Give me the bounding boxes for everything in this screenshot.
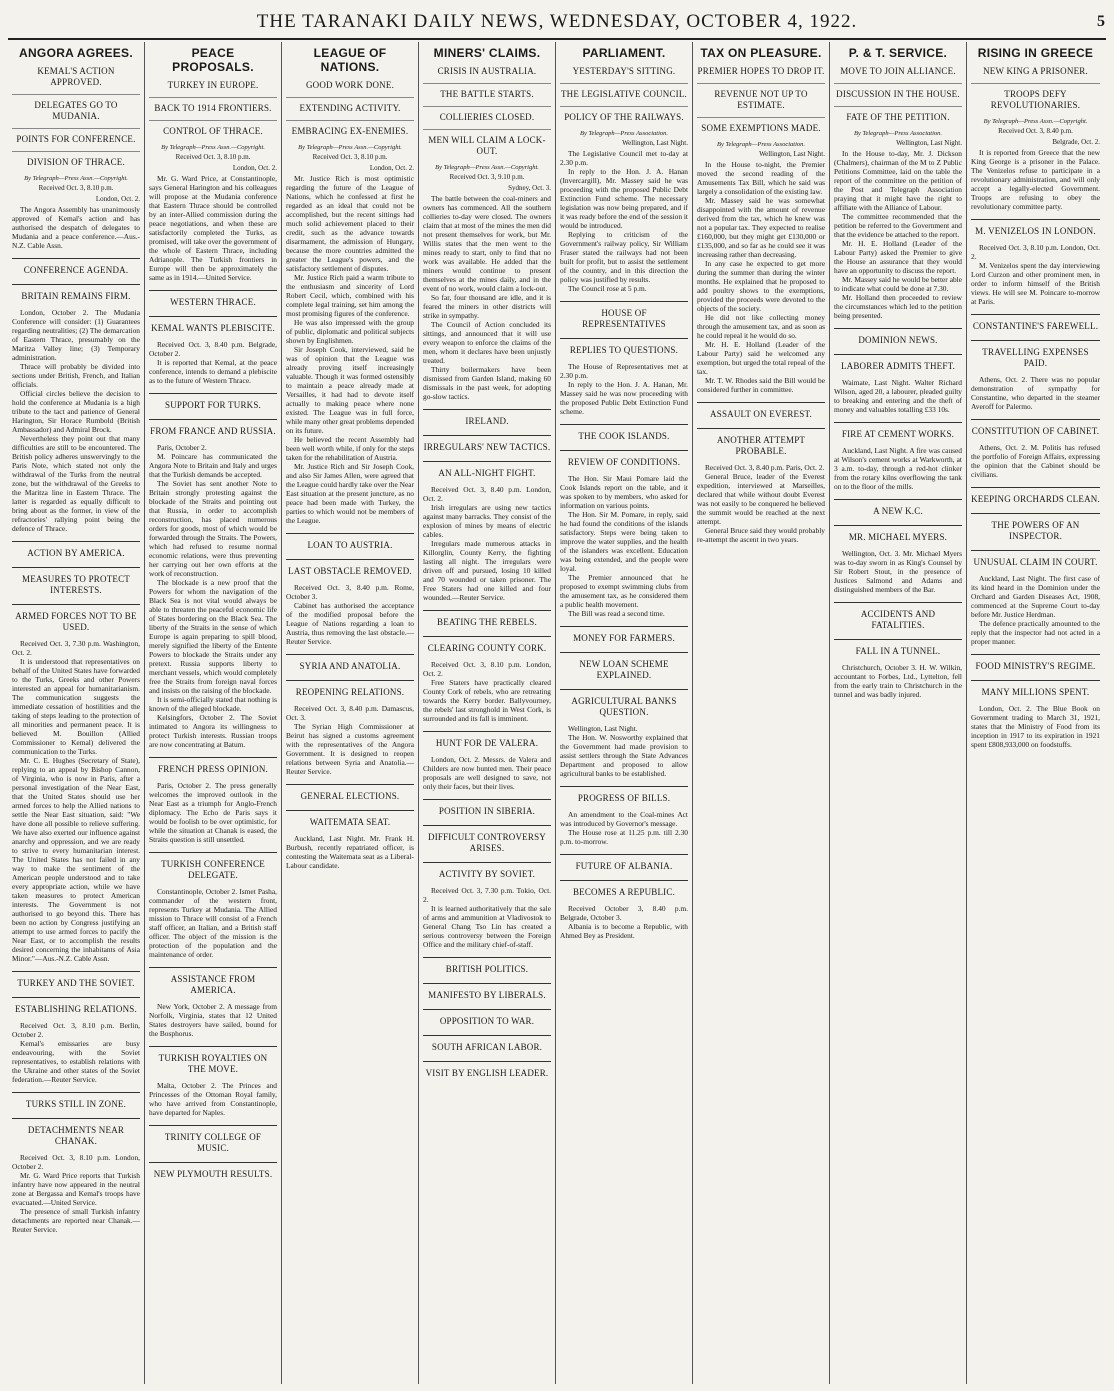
article-paragraph: London, Oct. 2. Messrs. de Valera and Childers are now hunted men. Their peace proposals are well designed to save, not only their faces, but their lives.: [423, 755, 551, 791]
section-divider: [423, 957, 551, 958]
section-heading: TURKEY AND THE SOVIET.: [17, 978, 135, 988]
article-subheading: POINTS FOR CONFERENCE.: [12, 128, 140, 145]
section-heading: IRREGULARS' NEW TACTICS.: [423, 442, 551, 452]
article-paragraph: London, Oct. 2. The Blue Book on Government trading to March 31, 1921, states that the Ministry of Food from its inception in 1917 to its expiration in 1921 spent £808,933,000 on foodstuffs.: [971, 704, 1100, 749]
section-heading: PROGRESS OF BILLS.: [577, 793, 671, 803]
article-headline: PEACE PROPOSALS.: [172, 46, 254, 74]
article-byline: By Telegraph—Press Association.: [853, 130, 943, 137]
article-paragraph: Received Oct. 3, 8.40 p.m. Paris, Oct. 2.: [705, 463, 825, 472]
article-received: Received Oct. 3, 8.10 p.m.: [38, 184, 114, 192]
section-divider: [149, 1046, 277, 1047]
article-subheading: DIVISION OF THRACE.: [12, 151, 140, 168]
article-byline: By Telegraph—Press Assn.—Copyright.: [435, 164, 539, 171]
article-subheading: KEMAL'S ACTION APPROVED.: [37, 66, 115, 87]
article-paragraph: The defence practically amounted to the reply that the inspector had not acted in a proper manner.: [971, 619, 1100, 646]
section-divider: [697, 402, 825, 403]
section-divider: [560, 689, 688, 690]
article-byline: By Telegraph—Press Association.: [716, 141, 806, 148]
section-heading: KEMAL WANTS PLEBISCITE.: [151, 323, 275, 333]
article-paragraph: The Soviet has sent another Note to Britain strongly protesting against the blockade of the Straits and pointing out that Russia, in order to accomplish reconstruction, has placed numerous orders for goods, most of which would be forwarded through the Straits. The Powers, which had refused to resume normal economic relations, were thus preventing her carrying out her own efforts at the work of reconstruction.: [149, 479, 277, 578]
section-divider: [286, 533, 414, 534]
section-divider: [971, 219, 1100, 220]
article-paragraph: The Hon. Sir M. Pomare, in reply, said he had found the conditions of the islands satisfactory. Steps were being taken to improve the water supplies, and the health of the islanders was excellent. Education was being extended, and the people were loyal.: [560, 510, 688, 573]
article-paragraph: Received Oct. 3, 8.10 p.m. London, Oct. 2.: [423, 660, 551, 678]
section-heading: BECOMES A REPUBLIC.: [572, 887, 676, 897]
newspaper-title: THE TARANAKI DAILY NEWS, WEDNESDAY, OCTOBER 4, 1922.: [256, 11, 858, 32]
section-divider: [149, 852, 277, 853]
section-divider: [423, 825, 551, 826]
article-headline: PARLIAMENT.: [582, 46, 666, 60]
article-dateline: London, Oct. 2.: [369, 164, 414, 172]
section-divider: [149, 316, 277, 317]
article-subheading: MOVE TO JOIN ALLIANCE.: [840, 66, 956, 76]
section-heading: AGRICULTURAL BANKS QUESTION.: [571, 696, 677, 717]
section-divider: [286, 784, 414, 785]
article-paragraph: London, October 2. The Mudania Conference will consider: (1) Guarantees regarding neutralities; (2) The demarcation of Eastern Thrace, presumably on the Maritza Valley line; (3) Temporary administration.: [12, 308, 140, 362]
article-paragraph: The Syrian High Commissioner at Beirut has signed a customs agreement with the representatives of the Angora Government. It is designed to reopen relations between Syria and Anatolia.—Reuter Service.: [286, 722, 414, 776]
article-paragraph: Received Oct. 3, 8.40 p.m. Rome, October 3.: [286, 583, 414, 601]
article-paragraph: In reply to the Hon. J. A. Hanan (Invercargill), Mr. Massey said he was proceeding with the proposed Public Debt Extinction Fund scheme. The necessary legislation was now being prepared, and if it was ready before the end of the session it would be introduced.: [560, 167, 688, 230]
article-paragraph: New York, October 2. A message from Norfolk, Virginia, states that 12 United States destroyers have sailed, bound for the Bosphorus.: [149, 1002, 277, 1038]
article-paragraph: Official circles believe the decision to hold the conference at Mudania is a high tribute to the tact and patience of General Harington, Sir Horace Rumbold (British Ambassador) and Admiral Brock.: [12, 389, 140, 434]
article-body: [697, 160, 825, 544]
article-paragraph: General Bruce said they would probably re-attempt the ascent in two years.: [697, 526, 825, 544]
section-divider: [834, 422, 962, 423]
article-paragraph: Mr. Massey said he was somewhat disappointed with the amount of revenue derived from the tax, which he knew was not a popular tax. They expected to realise £160,000, but they might get £130,000 or £135,000, and so far as he could see it was increasing rather than decreasing.: [697, 196, 825, 259]
article-paragraph: Received Oct. 3, 7.30 p.m. Tokio, Oct. 2.: [423, 886, 551, 904]
section-heading: MANIFESTO BY LIBERALS.: [428, 990, 546, 1000]
article-dateline: London, Oct. 2.: [95, 195, 140, 203]
article-byline: By Telegraph—Press Assn.—Copyright.: [161, 144, 265, 151]
section-heading: REPLIES TO QUESTIONS.: [569, 345, 679, 355]
section-divider: [423, 1009, 551, 1010]
section-heading: LABORER ADMITS THEFT.: [840, 361, 956, 371]
article-subheading: GOOD WORK DONE.: [305, 80, 395, 90]
article-paragraph: The Bill was read a second time.: [568, 609, 665, 618]
article-paragraph: Irish irregulars are using new tactics against many barracks. They consist of the explosion of mines by means of electric cables.: [423, 503, 551, 539]
section-heading: OPPOSITION TO WAR.: [439, 1016, 535, 1026]
section-divider: [423, 1061, 551, 1062]
article-paragraph: The committee recommended that the petition be referred to the Government and that the evidence be attached to the report.: [834, 212, 962, 239]
article-paragraph: An amendment to the Coal-mines Act was introduced by Governor's message.: [560, 810, 688, 828]
section-heading: DOMINION NEWS.: [858, 335, 938, 345]
section-heading: FOOD MINISTRY'S REGIME.: [975, 661, 1096, 671]
article-body: [971, 148, 1100, 749]
section-divider: [834, 602, 962, 603]
section-heading: ANOTHER ATTEMPT PROBABLE.: [716, 435, 806, 456]
article-paragraph: It is understood that representatives on behalf of the United States have forwarded to the Turks, Greeks and other Powers interested an appeal for humanitarianism. The communication suggests the immediate cessation of hostilities and the taking of steps leading to the protection of all minorities and permanent peace. It is believed M. Bouillon (Allied Commissioner to Kemal) delivered the communication to the Turks.: [12, 657, 140, 756]
section-heading: MEASURES TO PROTECT INTERESTS.: [22, 574, 130, 595]
section-divider: [560, 338, 688, 339]
section-heading: TRAVELLING EXPENSES PAID.: [982, 347, 1089, 368]
article-paragraph: M. Venizelos spent the day interviewing Lord Curzon and other prominent men, in order to inform himself of the British views. He will see M. Poincare to-morrow at Paris.: [971, 261, 1100, 306]
article-paragraph: Paris, October 2. The press generally welcomes the improved outlook in the Near East as a triumph for Anglo-French diplomacy. The Echo de Paris says it would be foolish to be over optimistic, for while the situation at Chanak is eased, the Straits question is still unsettled.: [149, 781, 277, 844]
section-heading: NEW LOAN SCHEME EXPLAINED.: [579, 659, 669, 680]
article-byline: By Telegraph—Press Assn.—Copyright.: [24, 175, 128, 182]
section-heading: TURKISH ROYALTIES ON THE MOVE.: [158, 1053, 268, 1074]
section-divider: [12, 1118, 140, 1119]
article-headline: LEAGUE OF NATIONS.: [313, 46, 387, 74]
section-divider: [834, 354, 962, 355]
article-subheading: CRISIS IN AUSTRALIA.: [437, 66, 537, 76]
section-divider: [834, 639, 962, 640]
section-divider: [423, 409, 551, 410]
article-paragraph: Paris, October 2.: [157, 443, 207, 452]
section-heading: FRENCH PRESS OPINION.: [158, 764, 268, 774]
article-byline: By Telegraph—Press Assn.—Copyright.: [298, 144, 402, 151]
article-subheading: TURKEY IN EUROPE.: [167, 80, 259, 90]
section-divider: [560, 424, 688, 425]
section-heading: TURKISH CONFERENCE DELEGATE.: [161, 859, 265, 880]
news-column: [830, 42, 967, 1384]
article-subheading: EXTENDING ACTIVITY.: [286, 97, 414, 114]
article-paragraph: Mr. Justice Rich is most optimistic regarding the future of the League of Nations, which he confessed at first he regarded as an ideal that could not be accomplished, but the recent sittings had much solid achievement placed to their credit, such as the advance towards disarmament, the admission of Hungary, because the more countries admitted the greater the League's powers, and the satisfactory settlement of disputes.: [286, 174, 414, 273]
section-divider: [423, 862, 551, 863]
section-heading: FROM FRANCE AND RUSSIA.: [150, 426, 276, 436]
article-paragraph: Received Oct. 3, 8.40 p.m. Belgrade, October 2.: [149, 340, 277, 358]
news-column: [967, 42, 1104, 1384]
article-paragraph: Athens, Oct. 2. M. Politis has refused the portfolio of Foreign Affairs, expressing the opinion that the Cabinet should be civilians.: [971, 443, 1100, 479]
section-heading: BEATING THE REBELS.: [437, 617, 537, 627]
article-paragraph: Mr. G. Ward Price, at Constantinople, says General Harington and his colleagues will propose at the Mudania conference that Eastern Thrace should be controlled by an inter-Allied commission during the peace negotiations, and when these are satisfactorily completed the Turks, as promised, will take over the government of the whole of Eastern Thrace, including Adrianople. The Turkish frontiers in Europe will then be approximately the same as in 1914.—United Service.: [149, 174, 277, 282]
article-paragraph: In the House to-night, the Premier moved the second reading of the Amusements Tax Bill, which he said was largely a consolidation of the existing law.: [697, 160, 825, 196]
section-divider: [971, 314, 1100, 315]
article-subheading: NEW KING A PRISONER.: [983, 66, 1088, 76]
article-paragraph: The Hon. Sir Maui Pomare laid the Cook Islands report on the table, and it was spoken to by members, who asked for information on various points.: [560, 474, 688, 510]
article-paragraph: He was also impressed with the group of public, diplomatic and political subjects shown by Englishmen.: [286, 318, 414, 345]
article-body: [12, 205, 140, 1234]
article-paragraph: The battle between the coal-miners and owners has commenced. All the southern collieries to-day were closed. The owners claim that at most of the mines the men did not present themselves for work, but Mr. Willis states that the men went to the mines ready to start, only to find that no work was available. He added that the miners would continue to present themselves at the mines daily, and in the event of no work, would claim a lock-out.: [423, 194, 551, 293]
article-headline: RISING IN GREECE: [977, 46, 1094, 60]
article-paragraph: The Council of Action concluded its sittings, and announced that it will use every weapon to enforce the claims of the men, whom it declares have been unjustly treated.: [423, 320, 551, 365]
article-body: [560, 149, 688, 940]
section-heading: M. VENIZELOS IN LONDON.: [975, 226, 1096, 236]
section-heading: CONSTITUTION OF CABINET.: [971, 426, 1100, 436]
article-paragraph: Sir Joseph Cook, interviewed, said he was of opinion that the League was already proving itself increasingly valuable. Though it was formed ostensibly to maintain a peace already made at Versailles, it had had to devote itself actually to making peace where none existed. The League was in full force, while many other great problems depended on its future.: [286, 345, 414, 435]
section-divider: [149, 757, 277, 758]
article-subheading: DELEGATES GO TO MUDANIA.: [12, 94, 140, 122]
section-divider: [12, 604, 140, 605]
section-divider: [12, 258, 140, 259]
section-heading: SOUTH AFRICAN LABOR.: [431, 1042, 543, 1052]
section-divider: [423, 636, 551, 637]
article-paragraph: Received Oct. 3, 7.30 p.m. Washington, Oct. 2.: [12, 639, 140, 657]
article-paragraph: The Angora Assembly has unanimously approved of Kemal's action and has authorised the despatch of delegates to Mudania and a peace conference.—Aus.-N.Z. Cable Assn.: [12, 205, 140, 250]
article-paragraph: In reply to the Hon. J. A. Hanan, Mr. Massey said he was now proceeding with the proposed Public Debt Extinction Fund scheme.: [560, 380, 688, 416]
section-heading: CONFERENCE AGENDA.: [23, 265, 129, 275]
article-paragraph: Christchurch, October 3. H. W. Wilkin, accountant to Forbes, Ltd., Lyttelton, fell from the early train to Christchurch in the tunnel and was badly injured.: [834, 663, 962, 699]
section-heading: UNUSUAL CLAIM IN COURT.: [973, 557, 1098, 567]
section-heading: ESTABLISHING RELATIONS.: [15, 1004, 137, 1014]
article-subheading: COLLIERIES CLOSED.: [423, 106, 551, 123]
section-divider: [286, 810, 414, 811]
article-body: [286, 174, 414, 870]
article-paragraph: General Bruce, leader of the Everest expedition, interviewed at Marseilles, declared that while without doubt Everest was not easily to be conquered he believed the summit would be reached at the next attempt.: [697, 472, 825, 526]
section-heading: ACTIVITY BY SOVIET.: [438, 869, 536, 879]
article-paragraph: Nevertheless they point out that many difficulties are still to be encountered. The British policy adheres unswervingly to the Paris Note, which stated not only the withdrawal of the Turks from the neutral zone, but the withdrawal of the Greeks to the Maritza line in Eastern Thrace. The latter is regarded as equally difficult to bring about as the former, in view of the refractories' rallying point being the defence of Thrace.: [12, 434, 140, 533]
section-heading: VISIT BY ENGLISH LEADER.: [425, 1068, 549, 1078]
section-heading: TURKS STILL IN ZONE.: [25, 1099, 127, 1109]
article-paragraph: Auckland, Last Night. A fire was caused at Wilson's cement works at Warkworth, at 3 a.m. to-day, through a red-hot clinker from the rotary kilns overflowing the tank on to the floor of the mills.: [834, 446, 962, 491]
article-paragraph: Wellington, Oct. 3. Mr. Michael Myers was to-day sworn in as King's Counsel by Sir Robert Stout, in the presence of Justices Salmond and Adams and distinguished members of the Bar.: [834, 549, 962, 594]
section-divider: [560, 880, 688, 881]
news-column: [693, 42, 830, 1384]
article-paragraph: Mr. H. E. Holland (Leader of the Labour Party) said he welcomed any exemption, but urged the total repeal of the tax.: [697, 340, 825, 376]
section-heading: FALL IN A TUNNEL.: [855, 646, 941, 656]
article-paragraph: The blockade is a new proof that the Powers for whom the navigation of the Black Sea is not vital would always be able to threaten the peaceful economic life of States bordering on the Black Sea. The liberty of the Straits in the sense of which Europe is again preparing to spill blood, merely signified the liberty of the Entente Powers to blockade the Straits under any pretext. Russia supports liberty to merchant vessels, which would completely free the Straits from foreign naval forces and insists on the raising of the blockade.: [149, 578, 277, 695]
article-dateline: London, Oct. 2.: [232, 164, 277, 172]
section-divider: [423, 799, 551, 800]
article-paragraph: Received Oct. 3, 8.40 p.m. Damascus, Oct. 3.: [286, 704, 414, 722]
article-paragraph: Thirty boilermakers have been dismissed from Garden Island, making 60 dismissals in the past week, for adopting go-slow tactics.: [423, 365, 551, 401]
article-subheading: THE BATTLE STARTS.: [423, 83, 551, 100]
article-paragraph: Wellington, Last Night.: [568, 724, 638, 733]
article-paragraph: The presence of small Turkish infantry detachments are reported near Chanak.—Reuter Service.: [12, 1207, 140, 1234]
article-received: Received Oct. 3, 8.40 p.m.: [998, 127, 1073, 135]
article-paragraph: Malta, October 2. The Princes and Princesses of the Ottoman Royal family, who have arrived from Constantinople, have departed for Naples.: [149, 1081, 277, 1117]
article-headline: ANGORA AGREES.: [19, 46, 133, 60]
section-divider: [971, 513, 1100, 514]
article-paragraph: The Hon. W. Nosworthy explained that the Government had made provision to assist settlers through the State Advances Department and proposed to allow agricultural banks to be established.: [560, 733, 688, 778]
masthead: [8, 6, 1106, 40]
news-column: [282, 42, 419, 1384]
article-headline: TAX ON PLEASURE.: [700, 46, 822, 60]
article-subheading: SOME EXEMPTIONS MADE.: [697, 117, 825, 134]
section-heading: LOAN TO AUSTRIA.: [307, 540, 393, 550]
section-heading: NEW PLYMOUTH RESULTS.: [153, 1169, 273, 1179]
section-divider: [149, 419, 277, 420]
article-body: [834, 149, 962, 699]
article-paragraph: Mr. C. E. Hughes (Secretary of State), replying to an appeal by Bishop Cannon, of Virginia, who is now in Paris, after a personal investigation of the Near East, that the United States should use her armed forces to help the Allied nations to settle the Near East situation, said: "We have done all possible to relieve suffering. We have also exerted our influence against anarchy and oppression, and we are ready to strive to every humanitarian interest. The United States has not failed in any way to make the sentiment of the American people understood and to take every appropriate action, while we have taken measures to protect American interests. The Government is not authorised to go beyond this. There has been no action by Congress justifying an attempt to use armed forces to pacify the Near East, or to accomplish the results desired concerning the inhabitants of Asia Minor."—Aus.-N.Z. Cable Assn.: [12, 756, 140, 963]
article-subheading: REVENUE NOT UP TO ESTIMATE.: [697, 83, 825, 111]
section-heading: POSITION IN SIBERIA.: [438, 806, 536, 816]
section-heading: MONEY FOR FARMERS.: [573, 633, 675, 643]
article-subheading: THE LEGISLATIVE COUNCIL.: [560, 83, 688, 100]
section-heading: BRITAIN REMAINS FIRM.: [21, 291, 131, 301]
section-heading: HUNT FOR DE VALERA.: [435, 738, 539, 748]
article-paragraph: The House of Representatives met at 2.30 p.m.: [560, 362, 688, 380]
section-heading: REOPENING RELATIONS.: [295, 687, 405, 697]
section-heading: ARMED FORCES NOT TO BE USED.: [15, 611, 137, 632]
section-heading: THE COOK ISLANDS.: [578, 431, 670, 441]
section-heading: DIFFICULT CONTROVERSY ARISES.: [428, 832, 546, 853]
article-dateline: Wellington, Last Night.: [896, 139, 962, 147]
section-divider: [12, 1092, 140, 1093]
section-divider: [286, 680, 414, 681]
article-paragraph: Thrace will probably be divided into sections under British, French, and Italian officials.: [12, 362, 140, 389]
article-paragraph: In the House to-day, Mr. J. Dickson (Chalmers), chairman of the M to Z Public Petitions Committee, laid on the table the report of the committee on the petition of the Post and Telegraph Association praying that it might have the right to affiliate with the Alliance of Labour.: [834, 149, 962, 212]
article-dateline: Wellington, Last Night.: [759, 150, 825, 158]
article-paragraph: Received Oct. 3, 8.40 p.m. London, Oct. 2.: [423, 485, 551, 503]
article-body: [423, 194, 551, 1079]
article-paragraph: Mr. Massey said he would be better able to indicate what could be done at 7.30.: [834, 275, 962, 293]
article-paragraph: Kemal's emissaries are busy endeavouring, with the Soviet representatives, to establish relations with the Ukraine and other states of the Soviet federation.—Reuter Service.: [12, 1039, 140, 1084]
news-column: [419, 42, 556, 1384]
section-divider: [149, 290, 277, 291]
section-heading: CONSTANTINE'S FAREWELL.: [972, 321, 1099, 331]
article-paragraph: Cabinet has authorised the acceptance of the modified proposal before the League of Nations regarding a loan to Austria, thus removing the last obstacle.—Reuter Service.: [286, 601, 414, 646]
section-divider: [971, 550, 1100, 551]
section-divider: [560, 854, 688, 855]
section-divider: [423, 610, 551, 611]
section-divider: [149, 393, 277, 394]
section-heading: A NEW K.C.: [873, 506, 923, 516]
section-divider: [560, 626, 688, 627]
article-paragraph: It is reported that Kemal, at the peace conference, intends to demand a plebiscite as to the future of Western Thrace.: [149, 358, 277, 385]
article-paragraph: Albania is to become a Republic, with Ahmed Bey as President.: [560, 922, 688, 940]
section-divider: [12, 567, 140, 568]
article-paragraph: The Legislative Council met to-day at 2.30 p.m.: [560, 149, 688, 167]
section-heading: SUPPORT FOR TURKS.: [164, 400, 261, 410]
section-heading: ASSISTANCE FROM AMERICA.: [170, 974, 256, 995]
article-paragraph: Athens, Oct. 2. There was no popular demonstration of sympathy for Constantine, who departed in the steamer Averoff for Palermo.: [971, 375, 1100, 411]
section-heading: WAITEMATA SEAT.: [309, 817, 391, 827]
article-paragraph: The House rose at 11.25 p.m. till 2.30 p.m. to-morrow.: [560, 828, 688, 846]
article-paragraph: Mr. Justice Rich paid a warm tribute to the enthusiasm and sincerity of Lord Robert Cecil, which, combined with his complete legal training, set him among the most promising figures of the conference.: [286, 273, 414, 318]
article-received: Received Oct. 3, 8.10 p.m.: [175, 153, 251, 161]
article-subheading: DISCUSSION IN THE HOUSE.: [834, 83, 962, 100]
section-heading: KEEPING ORCHARDS CLEAN.: [971, 494, 1100, 504]
section-heading: LAST OBSTACLE REMOVED.: [288, 566, 412, 576]
section-heading: MR. MICHAEL MYERS.: [848, 532, 948, 542]
section-divider: [560, 450, 688, 451]
page-number: 5: [1097, 13, 1106, 30]
article-paragraph: Free Staters have practically cleared County Cork of rebels, who are retreating towards the Kerry border. Ballyvourney, the rebels' last stronghold in West Cork, is surrounded and its fall is imminent.: [423, 678, 551, 723]
section-heading: DETACHMENTS NEAR CHANAK.: [27, 1125, 125, 1146]
article-paragraph: Auckland, Last Night. The first case of its kind heard in the Dominion under the Orchard and Garden Diseases Act, 1908, commenced at the Supreme Court to-day before Mr. Justice Herdman.: [971, 574, 1100, 619]
section-divider: [971, 419, 1100, 420]
section-divider: [834, 499, 962, 500]
article-headline: P. & T. SERVICE.: [848, 46, 948, 60]
article-paragraph: The Premier announced that he proposed to exempt swimming clubs from the amusement tax, as he considered them a public health movement.: [560, 573, 688, 609]
article-paragraph: Irregulars made numerous attacks in Killorglin, County Kerry, the fighting lasting all night. The irregulars were driven off and pursued, losing 10 killed and 70 wounded or taken prisoner. The Free Staters had one killed and four wounded.—Reuter Service.: [423, 539, 551, 602]
article-subheading: MEN WILL CLAIM A LOCK-OUT.: [423, 129, 551, 157]
article-subheading: YESTERDAY'S SITTING.: [572, 66, 676, 76]
section-divider: [423, 435, 551, 436]
article-paragraph: In any case he expected to get more during the summer than during the winter months. He explained that he proposed to add poultry shows to the exemptions, provided the proceeds were devoted to the objects of the society.: [697, 259, 825, 313]
article-byline: By Telegraph—Press Assn.—Copyright.: [983, 118, 1088, 125]
article-paragraph: Waimate, Last Night. Walter Richard Wilson, aged 20, a labourer, pleaded guilty to breaking and entering and the theft of money and valuables totalling £33 10s.: [834, 378, 962, 414]
section-heading: FUTURE OF ALBANIA.: [575, 861, 673, 871]
article-dateline: Sydney, Oct. 3.: [508, 184, 551, 192]
section-divider: [971, 654, 1100, 655]
section-heading: CLEARING COUNTY CORK.: [427, 643, 547, 653]
section-divider: [423, 461, 551, 462]
section-heading: THE POWERS OF AN INSPECTOR.: [991, 520, 1080, 541]
section-heading: REVIEW OF CONDITIONS.: [567, 457, 681, 467]
article-received: Received Oct. 3, 8.10 p.m.: [312, 153, 388, 161]
article-paragraph: Mr. G. Ward Price reports that Turkish infantry have now appeared in the neutral zone at Bergassa and Kemal's troops have evacuated.—United Service.: [12, 1171, 140, 1207]
article-subheading: PREMIER HOPES TO DROP IT.: [697, 66, 825, 76]
section-divider: [560, 652, 688, 653]
article-subheading: TROOPS DEFY REVOLUTIONARIES.: [971, 83, 1100, 111]
section-heading: MANY MILLIONS SPENT.: [981, 687, 1090, 697]
section-heading: ASSAULT ON EVEREST.: [710, 409, 812, 419]
article-paragraph: He believed the recent Assembly had been well worth while, if only for the steps taken for the rehabilitation of Austria.: [286, 435, 414, 462]
article-paragraph: M. Poincare has communicated the Angora Note to Britain and Italy and urges that the Turkish demands be accepted.: [149, 452, 277, 479]
section-divider: [12, 284, 140, 285]
article-subheading: EMBRACING EX-ENEMIES.: [286, 120, 414, 137]
section-divider: [971, 340, 1100, 341]
section-heading: TRINITY COLLEGE OF MUSIC.: [164, 1132, 262, 1153]
article-paragraph: Mr. Justice Rich and Sir Joseph Cook, and also Sir James Allen, were agreed that the League could hardly take over the Near East situation at the present juncture, as no peace had been made with Turkey, the parties to which would not be members of the League.: [286, 462, 414, 525]
article-paragraph: Mr. T. W. Rhodes said the Bill would be considered further in committee.: [697, 376, 825, 394]
article-byline: By Telegraph—Press Association.: [579, 130, 669, 137]
section-heading: ACTION BY AMERICA.: [27, 548, 125, 558]
section-divider: [286, 559, 414, 560]
article-paragraph: Received Oct. 3, 8.10 p.m. London, October 2.: [12, 1153, 140, 1171]
article-paragraph: Replying to criticism of the Government's railway policy, Sir William Fraser stated the railways had not been built for profit, but to assist the settlement of the country, and in this direction the policy was justified by results.: [560, 230, 688, 284]
section-divider: [286, 654, 414, 655]
section-divider: [12, 971, 140, 972]
section-heading: WESTERN THRACE.: [170, 297, 256, 307]
article-received: Received Oct. 3, 9.10 p.m.: [449, 173, 525, 181]
article-paragraph: Constantinople, October 2. Ismet Pasha, commander of the western front, represents Turkey at Mudania. The Allied mission to Thrace will consist of a French staff officer, an Italian, and a British staff officer. The object of the mission is the protection of the population and the maintenance of order.: [149, 887, 277, 959]
section-divider: [697, 428, 825, 429]
news-column: [145, 42, 282, 1384]
section-heading: SYRIA AND ANATOLIA.: [299, 661, 401, 671]
article-subheading: CONTROL OF THRACE.: [149, 120, 277, 137]
article-paragraph: Received Oct. 3, 8.10 p.m. Berlin, October 2.: [12, 1021, 140, 1039]
section-divider: [834, 525, 962, 526]
section-divider: [560, 786, 688, 787]
section-divider: [834, 328, 962, 329]
article-paragraph: Mr. Holland then proceeded to review the circumstances which led to the petition being presented.: [834, 293, 962, 320]
article-paragraph: So far, four thousand are idle, and it is feared the miners in other districts will strike in sympathy.: [423, 293, 551, 320]
article-paragraph: Received October 3, 8.40 p.m. Belgrade, October 3.: [560, 904, 688, 922]
section-heading: IRELAND.: [465, 416, 509, 426]
article-paragraph: Auckland, Last Night. Mr. Frank H. Burbush, recently repatriated officer, is contesting the Waitemata seat as a Liberal-Labour candidate.: [286, 834, 414, 870]
article-paragraph: Kelsingfors, October 2. The Soviet intimated to Angora its willingness to protect Turkish interests. Russian troops are now concentrating at Batum.: [149, 713, 277, 749]
section-divider: [12, 541, 140, 542]
section-divider: [149, 967, 277, 968]
article-headline: MINERS' CLAIMS.: [433, 46, 541, 60]
section-divider: [971, 680, 1100, 681]
section-divider: [560, 301, 688, 302]
news-column: [556, 42, 693, 1384]
article-dateline: Wellington, Last Night.: [622, 139, 688, 147]
article-paragraph: Received Oct. 3, 8.10 p.m. London, Oct. 2.: [971, 243, 1100, 261]
section-divider: [971, 487, 1100, 488]
section-divider: [149, 1125, 277, 1126]
article-subheading: FATE OF THE PETITION.: [834, 106, 962, 123]
article-subheading: POLICY OF THE RAILWAYS.: [560, 106, 688, 123]
news-columns: [8, 42, 1106, 1384]
section-divider: [12, 997, 140, 998]
section-heading: HOUSE OF REPRESENTATIVES: [582, 308, 666, 329]
section-divider: [423, 1035, 551, 1036]
article-paragraph: Mr. H. E. Holland (Leader of the Labour Party) asked the Premier to give the House an assurance that they would have an opportunity to discuss the report.: [834, 239, 962, 275]
section-divider: [149, 1162, 277, 1163]
article-paragraph: The Council rose at 5 p.m.: [568, 284, 647, 293]
section-divider: [423, 731, 551, 732]
article-subheading: BACK TO 1914 FRONTIERS.: [149, 97, 277, 114]
article-paragraph: He did not like collecting money through the amusement tax, and as soon as he could repeal it he would do so.: [697, 313, 825, 340]
section-heading: AN ALL-NIGHT FIGHT.: [438, 468, 536, 478]
article-paragraph: It is learned authoritatively that the sale of arms and ammunition at Vladivostok to General Chang Tso Lin has created a serious controversy between the Foreign Office and the military chief-of-staff.: [423, 904, 551, 949]
section-heading: GENERAL ELECTIONS.: [300, 791, 400, 801]
section-divider: [423, 983, 551, 984]
section-heading: BRITISH POLITICS.: [445, 964, 529, 974]
article-dateline: Belgrade, Oct. 2.: [1052, 138, 1100, 146]
section-heading: ACCIDENTS AND FATALITIES.: [860, 609, 936, 630]
news-column: [8, 42, 145, 1384]
article-paragraph: It is semi-officially stated that nothing is known of the alleged blockade.: [149, 695, 277, 713]
article-paragraph: It is reported from Greece that the new King George is a prisoner in the Palace. The Venizelos refuse to participate in a revolutionary administration, and will only accept a legally-elected Government. Troops are refusing to obey the revolutionary committee party.: [971, 148, 1100, 211]
section-heading: FIRE AT CEMENT WORKS.: [841, 429, 955, 439]
article-body: [149, 174, 277, 1180]
